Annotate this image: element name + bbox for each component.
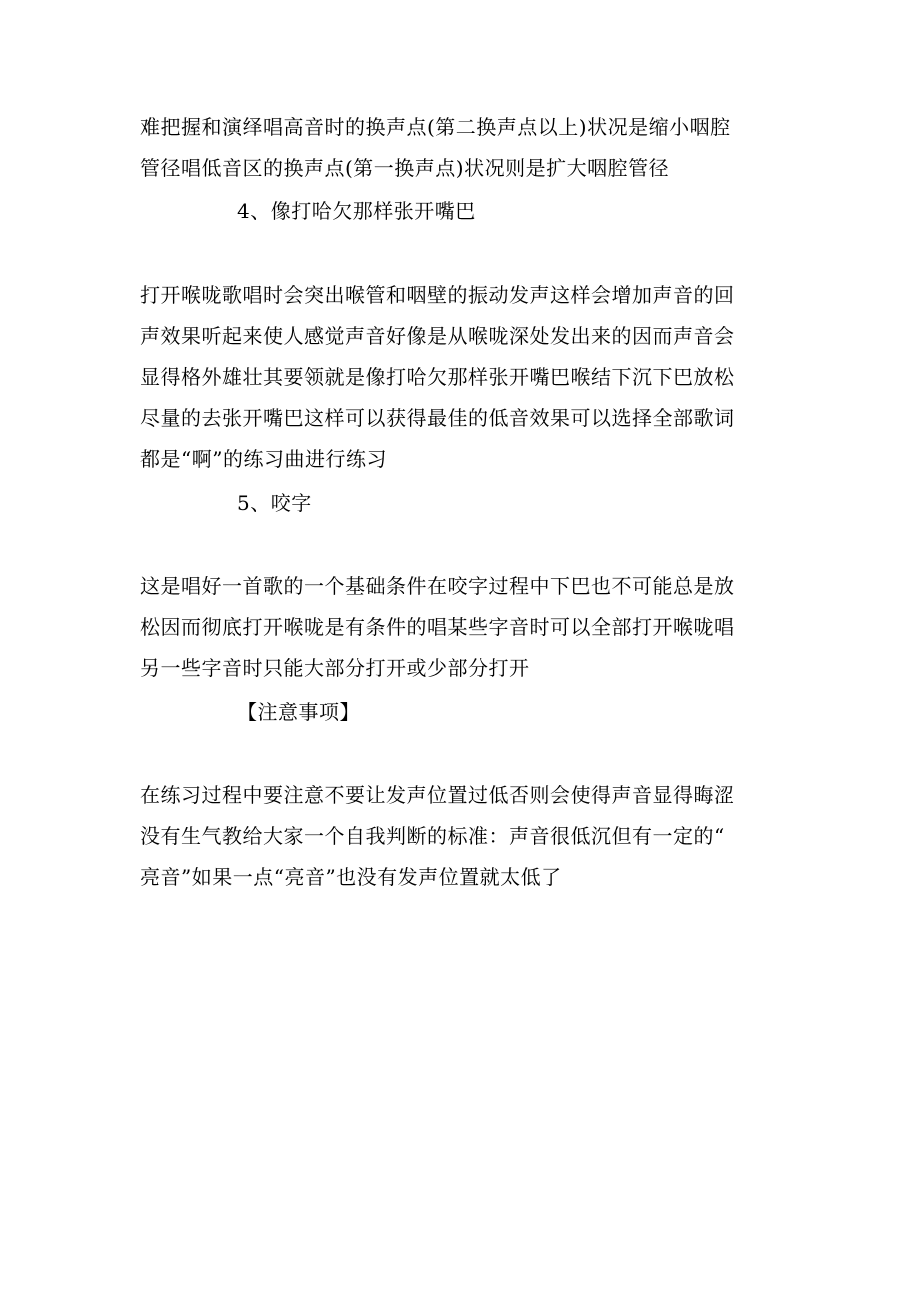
paragraph-line: 另一些字音时只能大部分打开或少部分打开 (140, 656, 530, 680)
section-heading-5: 5、咬字 (237, 491, 312, 515)
section-heading-4: 4、像打哈欠那样张开嘴巴 (237, 199, 476, 223)
paragraph-line: 难把握和演绎唱高音时的换声点(第二换声点以上)状况是缩小咽腔 (140, 115, 731, 139)
paragraph-line: 都是“啊”的练习曲进行练习 (140, 447, 387, 471)
paragraph-line: 亮音”如果一点“亮音”也没有发声位置就太低了 (140, 865, 562, 889)
notes-heading: 【注意事项】 (237, 700, 360, 724)
paragraph-line: 松因而彻底打开喉咙是有条件的唱某些字音时可以全部打开喉咙唱 (140, 615, 735, 639)
paragraph-line: 没有生气教给大家一个自我判断的标准：声音很低沉但有一定的“ (140, 824, 725, 848)
paragraph-line: 这是唱好一首歌的一个基础条件在咬字过程中下巴也不可能总是放 (140, 574, 735, 598)
paragraph-line: 管径唱低音区的换声点(第一换声点)状况则是扩大咽腔管径 (140, 156, 670, 180)
paragraph-line: 在练习过程中要注意不要让发声位置过低否则会使得声音显得晦涩 (140, 783, 735, 807)
paragraph-line: 显得格外雄壮其要领就是像打哈欠那样张开嘴巴喉结下沉下巴放松 (140, 365, 735, 389)
paragraph-line: 声效果听起来使人感觉声音好像是从喉咙深处发出来的因而声音会 (140, 324, 735, 348)
paragraph-line: 打开喉咙歌唱时会突出喉管和咽壁的振动发声这样会增加声音的回 (140, 283, 735, 307)
paragraph-line: 尽量的去张开嘴巴这样可以获得最佳的低音效果可以选择全部歌词 (140, 406, 735, 430)
